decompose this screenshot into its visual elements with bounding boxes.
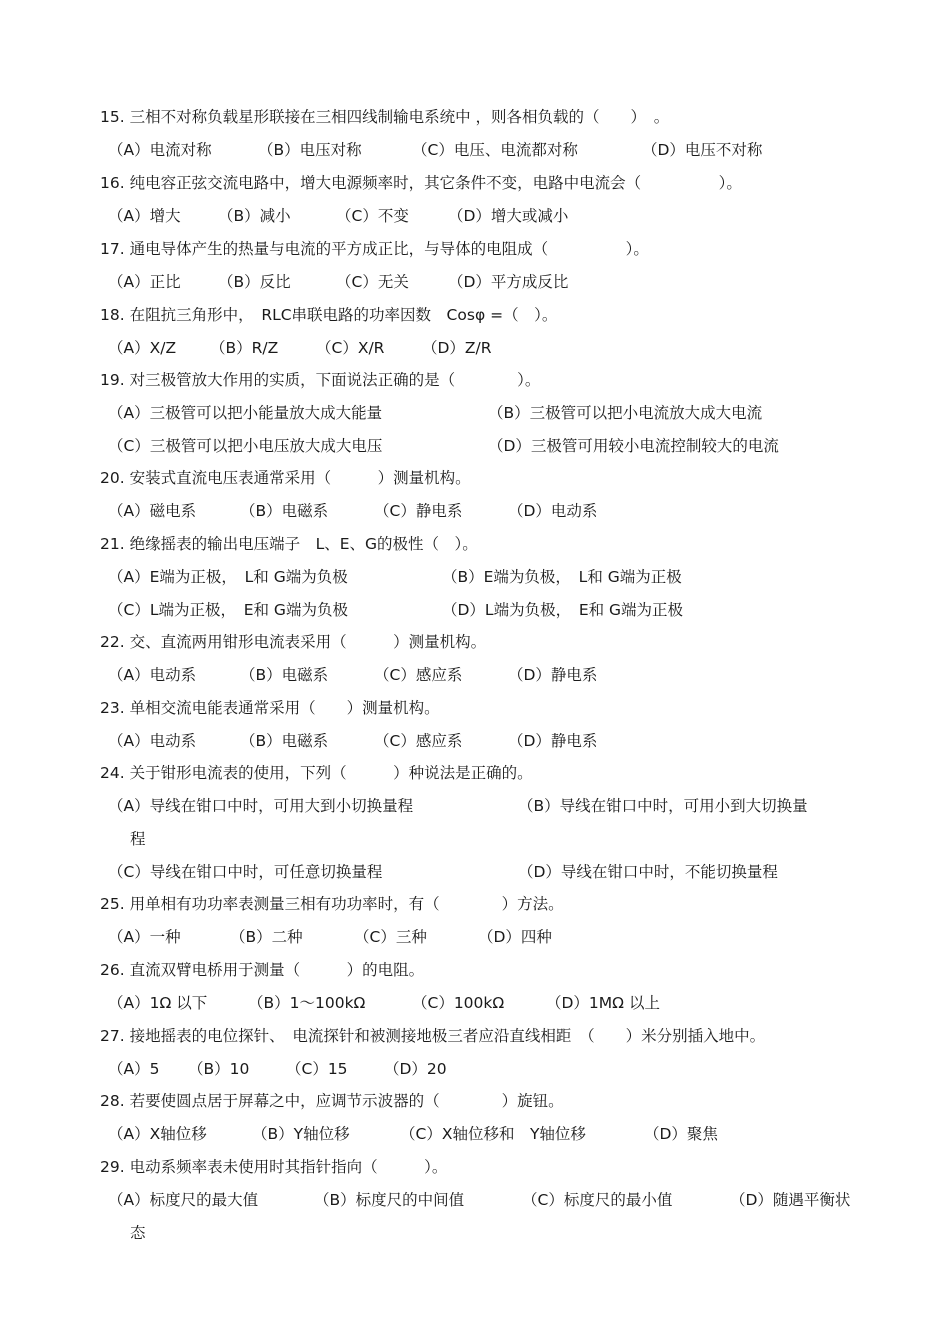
option: （A）电动系 <box>108 666 197 684</box>
question-text: 关于钳形电流表的使用，下列（ ）种说法是正确的。 <box>129 764 533 782</box>
question-number: 28. <box>100 1092 130 1110</box>
option: （A）电动系 <box>108 732 197 750</box>
question-line <box>100 1026 765 1046</box>
option: （C）静电系 <box>374 502 463 520</box>
option: （B）标度尺的中间值 <box>314 1191 465 1209</box>
option: （D）L端为负极， E和 G端为正极 <box>442 601 684 619</box>
option: （D）三极管可用较小电流控制较大的电流 <box>488 437 779 455</box>
question-line <box>100 763 533 783</box>
option: （C）X/R <box>316 339 385 357</box>
option: （C）X轴位移和 Y轴位移 <box>400 1125 586 1143</box>
question-line <box>100 1091 564 1111</box>
option: （C）电压、电流都对称 <box>412 141 578 159</box>
question-text: 纯电容正弦交流电路中，增大电源频率时，其它条件不变，电路中电流会（ ）。 <box>129 174 742 192</box>
option: （B）电磁系 <box>240 732 329 750</box>
question-text: 绝缘摇表的输出电压端子 L、E、G的极性（ ）。 <box>129 535 478 553</box>
question-number: 29. <box>100 1158 130 1176</box>
option: （A）磁电系 <box>108 502 197 520</box>
option: （D）四种 <box>478 928 552 946</box>
option: （B）电压对称 <box>258 141 362 159</box>
question-number: 18. <box>100 306 130 324</box>
option: （B）Y轴位移 <box>252 1125 350 1143</box>
question-line <box>100 894 564 914</box>
question-line <box>100 370 540 390</box>
question-text: 用单相有功功率表测量三相有功功率时，有（ ）方法。 <box>129 895 564 913</box>
option: （D）随遇平衡状 <box>730 1191 851 1209</box>
question-line <box>100 239 649 259</box>
question-number: 15. <box>100 108 130 126</box>
question-line <box>100 1157 447 1177</box>
question-number: 24. <box>100 764 130 782</box>
question-number: 20. <box>100 469 130 487</box>
option: （C）三极管可以把小电压放大成大电压 <box>108 437 383 455</box>
question-line <box>100 960 424 980</box>
question-text: 交、直流两用钳形电流表采用（ ）测量机构。 <box>129 633 487 651</box>
option: （A）正比 <box>108 273 181 291</box>
option: （B）导线在钳口中时，可用小到大切换量 <box>518 797 808 815</box>
question-line <box>100 632 486 652</box>
option: （A）E端为正极， L和 G端为负极 <box>108 568 348 586</box>
option: （B）R/Z <box>210 339 279 357</box>
option: （C）标度尺的最小值 <box>522 1191 673 1209</box>
option: （C）不变 <box>336 207 409 225</box>
option: （A）标度尺的最大值 <box>108 1191 259 1209</box>
option: （A）增大 <box>108 207 181 225</box>
option: （B）1～100kΩ <box>248 994 366 1012</box>
option: （D）平方成反比 <box>448 273 569 291</box>
option: （D）静电系 <box>508 666 598 684</box>
option: （A）三极管可以把小能量放大成大能量 <box>108 404 383 422</box>
question-line <box>100 534 478 554</box>
question-number: 19. <box>100 371 130 389</box>
question-number: 17. <box>100 240 130 258</box>
option: （D）Z/R <box>422 339 492 357</box>
option: （D）20 <box>384 1060 447 1078</box>
option: （D）电动系 <box>508 502 598 520</box>
question-line <box>100 468 471 488</box>
option: （C）100kΩ <box>412 994 505 1012</box>
option: （A）X轴位移 <box>108 1125 207 1143</box>
question-number: 22. <box>100 633 130 651</box>
option: （D）聚焦 <box>644 1125 718 1143</box>
option: （A）1Ω 以下 <box>108 994 208 1012</box>
question-text: 直流双臂电桥用于测量（ ）的电阻。 <box>129 961 425 979</box>
option: （D）1MΩ 以上 <box>546 994 660 1012</box>
option: （B）三极管可以把小电流放大成大电流 <box>488 404 763 422</box>
question-text: 电动系频率表未使用时其指针指向（ ）。 <box>129 1158 448 1176</box>
option: （D）导线在钳口中时，不能切换量程 <box>518 863 778 881</box>
option: （C）L端为正极， E和 G端为负极 <box>108 601 348 619</box>
option: （B）电磁系 <box>240 666 329 684</box>
option: （D）静电系 <box>508 732 598 750</box>
question-text: 通电导体产生的热量与电流的平方成正比，与导体的电阻成（ ）。 <box>129 240 649 258</box>
option: （C）三种 <box>354 928 427 946</box>
option: （B）反比 <box>218 273 291 291</box>
question-text: 三相不对称负载星形联接在三相四线制输电系统中 ，则各相负载的（ ） 。 <box>129 108 670 126</box>
option: （C）导线在钳口中时，可任意切换量程 <box>108 863 383 881</box>
option: （D）增大或减小 <box>448 207 569 225</box>
option-continuation: 程 <box>130 830 146 848</box>
option: （C）15 <box>286 1060 348 1078</box>
option: （A）X/Z <box>108 339 177 357</box>
option: （A）一种 <box>108 928 181 946</box>
question-line <box>100 698 440 718</box>
question-number: 27. <box>100 1027 130 1045</box>
option: （B）E端为负极， L和 G端为正极 <box>442 568 682 586</box>
question-line <box>100 107 669 127</box>
question-text: 安装式直流电压表通常采用（ ）测量机构。 <box>129 469 471 487</box>
question-text: 接地摇表的电位探针、 电流探针和被测接地极三者应沿直线相距 （ ）米分别插入地中。 <box>129 1027 766 1045</box>
option: （A）电流对称 <box>108 141 212 159</box>
question-number: 16. <box>100 174 130 192</box>
option: （B）减小 <box>218 207 291 225</box>
option: （B）电磁系 <box>240 502 329 520</box>
option-continuation: 态 <box>130 1224 146 1242</box>
option: （A）5 <box>108 1060 160 1078</box>
option: （C）感应系 <box>374 666 463 684</box>
option: （B）10 <box>188 1060 250 1078</box>
question-number: 23. <box>100 699 130 717</box>
question-text: 对三极管放大作用的实质，下面说法正确的是（ ）。 <box>129 371 541 389</box>
option: （B）二种 <box>230 928 303 946</box>
question-line <box>100 173 742 193</box>
question-text: 若要使圆点居于屏幕之中，应调节示波器的（ ）旋钮。 <box>129 1092 564 1110</box>
option: （C）无关 <box>336 273 409 291</box>
question-text: 在阻抗三角形中， RLC串联电路的功率因数 Cosφ =（ ）。 <box>129 306 558 324</box>
option: （D）电压不对称 <box>642 141 763 159</box>
question-number: 21. <box>100 535 130 553</box>
question-number: 25. <box>100 895 130 913</box>
question-text: 单相交流电能表通常采用（ ）测量机构。 <box>129 699 440 717</box>
option: （A）导线在钳口中时，可用大到小切换量程 <box>108 797 414 815</box>
question-number: 26. <box>100 961 130 979</box>
option: （C）感应系 <box>374 732 463 750</box>
question-line <box>100 305 557 325</box>
